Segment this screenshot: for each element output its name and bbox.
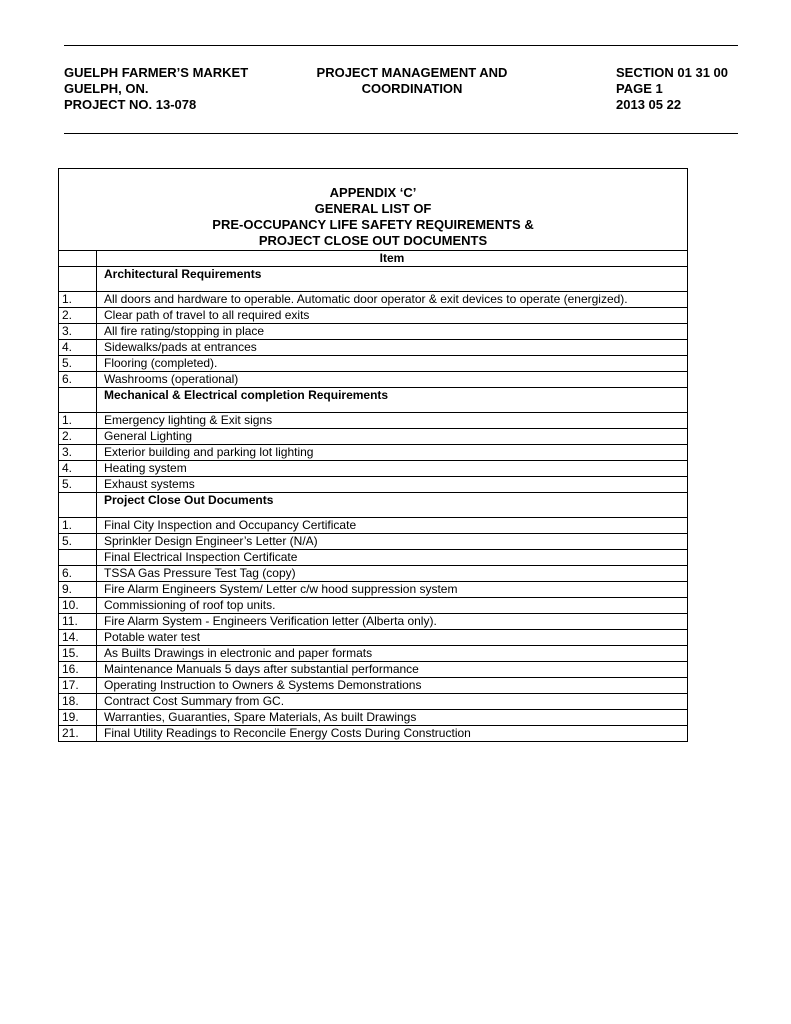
item-text: Sprinkler Design Engineer’s Letter (N/A)	[97, 534, 688, 550]
item-text: Final Electrical Inspection Certificate	[97, 550, 688, 566]
project-name: GUELPH FARMER’S MARKET	[64, 65, 249, 80]
item-text: Contract Cost Summary from GC.	[97, 694, 688, 710]
header-top-rule	[64, 45, 738, 46]
table-row	[59, 429, 688, 445]
section-label: Project Close Out Documents	[97, 493, 688, 518]
item-text: Clear path of travel to all required exits	[97, 308, 688, 324]
item-text: TSSA Gas Pressure Test Tag (copy)	[97, 566, 688, 582]
table-row	[59, 550, 688, 566]
item-text: Heating system	[97, 461, 688, 477]
table-row	[59, 324, 688, 340]
item-number: 3.	[59, 445, 97, 461]
item-number	[59, 550, 97, 566]
table-row	[59, 646, 688, 662]
section-num-cell	[59, 388, 97, 413]
document-date: 2013 05 22	[616, 97, 682, 112]
table-row	[59, 614, 688, 630]
header-right-block	[616, 65, 728, 113]
item-number: 4.	[59, 461, 97, 477]
item-text: Fire Alarm System - Engineers Verification letter (Alberta only).	[97, 614, 688, 630]
item-text: Washrooms (operational)	[97, 372, 688, 388]
item-number: 19.	[59, 710, 97, 726]
table-row	[59, 598, 688, 614]
table-row	[59, 308, 688, 324]
section-num-cell	[59, 493, 97, 518]
appendix-title-line-1: APPENDIX ‘C’	[329, 185, 417, 200]
item-number: 5.	[59, 534, 97, 550]
table-row	[59, 340, 688, 356]
item-text: Commissioning of roof top units.	[97, 598, 688, 614]
section-num-cell	[59, 267, 97, 292]
item-text: As Builts Drawings in electronic and paper formats	[97, 646, 688, 662]
table-row	[59, 710, 688, 726]
table-row	[59, 726, 688, 742]
item-number: 10.	[59, 598, 97, 614]
table-row	[59, 356, 688, 372]
appendix-table-body	[59, 169, 688, 742]
table-row	[59, 694, 688, 710]
table-row	[59, 582, 688, 598]
table-row	[59, 477, 688, 493]
item-number: 14.	[59, 630, 97, 646]
item-header-num-cell	[59, 251, 97, 267]
table-row	[59, 518, 688, 534]
item-text: Flooring (completed).	[97, 356, 688, 372]
section-label: Mechanical & Electrical completion Requirements	[97, 388, 688, 413]
header-center-block	[292, 65, 532, 97]
item-number: 3.	[59, 324, 97, 340]
project-number: PROJECT NO. 13-078	[64, 97, 197, 112]
section-title-line-1: PROJECT MANAGEMENT AND	[316, 65, 508, 80]
item-text: Maintenance Manuals 5 days after substantial performance	[97, 662, 688, 678]
item-text: Emergency lighting & Exit signs	[97, 413, 688, 429]
item-header: Item	[97, 251, 688, 267]
item-number: 9.	[59, 582, 97, 598]
item-text: Exhaust systems	[97, 477, 688, 493]
item-text: All doors and hardware to operable. Automatic door operator & exit devices to operate (energized).	[97, 292, 688, 308]
appendix-title-line-4: PROJECT CLOSE OUT DOCUMENTS	[258, 233, 488, 248]
section-row	[59, 388, 688, 413]
section-title-line-2: COORDINATION	[361, 81, 463, 96]
item-number: 1.	[59, 413, 97, 429]
section-number: SECTION 01 31 00	[616, 65, 728, 80]
section-row	[59, 267, 688, 292]
item-number: 1.	[59, 292, 97, 308]
item-number: 4.	[59, 340, 97, 356]
item-number: 5.	[59, 477, 97, 493]
item-number: 15.	[59, 646, 97, 662]
appendix-title	[59, 169, 688, 251]
item-number: 2.	[59, 308, 97, 324]
item-text: Potable water test	[97, 630, 688, 646]
item-number: 5.	[59, 356, 97, 372]
header-left-block	[64, 65, 248, 113]
item-text: All fire rating/stopping in place	[97, 324, 688, 340]
item-number: 21.	[59, 726, 97, 742]
item-text: Operating Instruction to Owners & Systems Demonstrations	[97, 678, 688, 694]
item-number: 16.	[59, 662, 97, 678]
item-text: Final Utility Readings to Reconcile Energy Costs During Construction	[97, 726, 688, 742]
item-text: Warranties, Guaranties, Spare Materials, As built Drawings	[97, 710, 688, 726]
item-header-row	[59, 251, 688, 267]
project-location: GUELPH, ON.	[64, 81, 149, 96]
table-row	[59, 461, 688, 477]
item-number: 11.	[59, 614, 97, 630]
page-number: PAGE 1	[616, 81, 663, 96]
table-row	[59, 413, 688, 429]
appendix-title-row	[59, 169, 688, 251]
item-text: General Lighting	[97, 429, 688, 445]
item-number: 2.	[59, 429, 97, 445]
item-text: Final City Inspection and Occupancy Certificate	[97, 518, 688, 534]
item-text: Exterior building and parking lot lighting	[97, 445, 688, 461]
appendix-title-line-3: PRE-OCCUPANCY LIFE SAFETY REQUIREMENTS &	[212, 217, 534, 232]
table-row	[59, 678, 688, 694]
item-number: 6.	[59, 372, 97, 388]
item-number: 17.	[59, 678, 97, 694]
item-text: Sidewalks/pads at entrances	[97, 340, 688, 356]
table-row	[59, 292, 688, 308]
table-row	[59, 630, 688, 646]
item-number: 18.	[59, 694, 97, 710]
item-text: Fire Alarm Engineers System/ Letter c/w hood suppression system	[97, 582, 688, 598]
table-row	[59, 534, 688, 550]
appendix-title-line-2: GENERAL LIST OF	[314, 201, 432, 216]
section-row	[59, 493, 688, 518]
item-number: 1.	[59, 518, 97, 534]
table-row	[59, 372, 688, 388]
item-number: 6.	[59, 566, 97, 582]
table-row	[59, 662, 688, 678]
section-label: Architectural Requirements	[97, 267, 688, 292]
table-row	[59, 566, 688, 582]
appendix-table	[58, 168, 688, 742]
table-row	[59, 445, 688, 461]
header-bottom-rule	[64, 133, 738, 134]
